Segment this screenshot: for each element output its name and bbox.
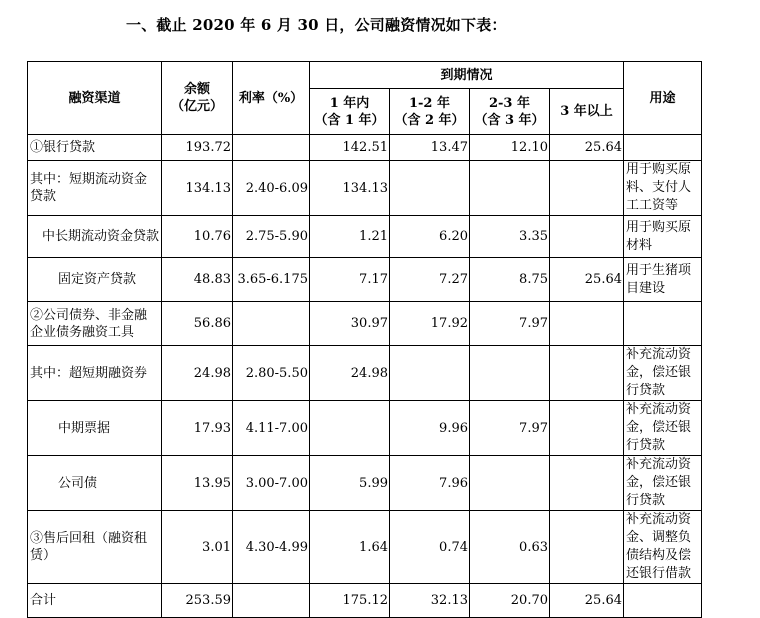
table-row [28, 216, 702, 258]
cell-rate [233, 135, 310, 161]
header-within-1y [310, 89, 390, 135]
cell-1-2y: 7.27 [390, 258, 470, 302]
header-maturity: 到期情况 [310, 62, 624, 89]
table-row [28, 302, 702, 346]
cell-2-3y: 0.63 [470, 511, 550, 584]
header-2-3y-line1: 2-3 年 [488, 95, 530, 111]
cell-use: 用于购买原材料 [624, 216, 702, 258]
cell-balance: 253.59 [162, 584, 233, 618]
cell-use: 补充流动资金，偿还银行贷款 [624, 401, 702, 456]
cell-over-3y: 25.64 [550, 258, 624, 302]
cell-channel: 公司债 [28, 456, 162, 511]
cell-1-2y: 13.47 [390, 135, 470, 161]
header-2-3y [470, 89, 550, 135]
cell-balance: 134.13 [162, 161, 233, 216]
cell-2-3y: 8.75 [470, 258, 550, 302]
table-row [28, 401, 702, 456]
cell-within-1y: 134.13 [310, 161, 390, 216]
cell-balance: 17.93 [162, 401, 233, 456]
cell-within-1y: 7.17 [310, 258, 390, 302]
cell-over-3y [550, 401, 624, 456]
table-row [28, 456, 702, 511]
cell-use [624, 584, 702, 618]
cell-over-3y [550, 216, 624, 258]
cell-rate [233, 302, 310, 346]
cell-1-2y: 17.92 [390, 302, 470, 346]
header-channel: 融资渠道 [28, 62, 162, 135]
cell-2-3y [470, 456, 550, 511]
cell-rate: 4.11-7.00 [233, 401, 310, 456]
cell-rate: 3.65-6.175 [233, 258, 310, 302]
cell-balance: 3.01 [162, 511, 233, 584]
cell-over-3y: 25.64 [550, 584, 624, 618]
cell-over-3y [550, 511, 624, 584]
cell-within-1y: 1.64 [310, 511, 390, 584]
cell-balance: 10.76 [162, 216, 233, 258]
cell-within-1y: 142.51 [310, 135, 390, 161]
cell-balance: 24.98 [162, 346, 233, 401]
cell-within-1y: 175.12 [310, 584, 390, 618]
header-over-3y: 3 年以上 [550, 89, 624, 135]
cell-channel: 其中：超短期融资券 [28, 346, 162, 401]
cell-use: 补充流动资金、调整负债结构及偿还银行借款 [624, 511, 702, 584]
header-1-2y-line2: （含 2 年） [394, 112, 465, 128]
cell-within-1y: 24.98 [310, 346, 390, 401]
cell-within-1y: 1.21 [310, 216, 390, 258]
cell-1-2y: 7.96 [390, 456, 470, 511]
page-title: 一、截止 2020 年 6 月 30 日，公司融资情况如下表： [126, 16, 507, 34]
table-row [28, 511, 702, 584]
cell-within-1y: 30.97 [310, 302, 390, 346]
cell-use [624, 302, 702, 346]
cell-balance: 193.72 [162, 135, 233, 161]
cell-channel: 中期票据 [28, 401, 162, 456]
cell-rate: 3.00-7.00 [233, 456, 310, 511]
financing-table [27, 61, 702, 618]
cell-over-3y [550, 302, 624, 346]
cell-balance: 48.83 [162, 258, 233, 302]
header-1-2y [390, 89, 470, 135]
cell-1-2y: 9.96 [390, 401, 470, 456]
cell-channel: 合计 [28, 584, 162, 618]
table-row [28, 161, 702, 216]
cell-use: 补充流动资金，偿还银行贷款 [624, 346, 702, 401]
table-row-total [28, 584, 702, 618]
header-within-1y-line1: 1 年内 [329, 95, 370, 111]
cell-2-3y: 12.10 [470, 135, 550, 161]
header-balance-line1: 余额 [183, 82, 210, 97]
cell-balance: 13.95 [162, 456, 233, 511]
header-rate: 利率（%） [233, 62, 310, 135]
cell-2-3y: 20.70 [470, 584, 550, 618]
cell-rate: 2.80-5.50 [233, 346, 310, 401]
cell-over-3y [550, 346, 624, 401]
cell-1-2y: 0.74 [390, 511, 470, 584]
cell-rate: 4.30-4.99 [233, 511, 310, 584]
cell-1-2y [390, 161, 470, 216]
cell-1-2y [390, 346, 470, 401]
table-row [28, 135, 702, 161]
cell-over-3y [550, 161, 624, 216]
cell-2-3y [470, 346, 550, 401]
cell-1-2y: 6.20 [390, 216, 470, 258]
cell-channel: 其中：短期流动资金贷款 [28, 161, 162, 216]
cell-2-3y: 3.35 [470, 216, 550, 258]
table-row [28, 346, 702, 401]
cell-1-2y: 32.13 [390, 584, 470, 618]
cell-balance: 56.86 [162, 302, 233, 346]
cell-channel: 固定资产贷款 [28, 258, 162, 302]
header-1-2y-line1: 1-2 年 [408, 95, 450, 111]
cell-use: 用于购买原料、支付人工工资等 [624, 161, 702, 216]
cell-2-3y [470, 161, 550, 216]
cell-rate [233, 584, 310, 618]
cell-use [624, 135, 702, 161]
header-within-1y-line2: （含 1 年） [314, 112, 385, 128]
cell-channel: ②公司债券、非金融企业债务融资工具 [28, 302, 162, 346]
header-balance-line2: （亿元） [170, 99, 223, 114]
header-balance [162, 62, 233, 135]
cell-2-3y: 7.97 [470, 302, 550, 346]
cell-use: 用于生猪项目建设 [624, 258, 702, 302]
cell-channel: 中长期流动资金贷款 [28, 216, 162, 258]
cell-within-1y: 5.99 [310, 456, 390, 511]
header-2-3y-line2: （含 3 年） [474, 112, 545, 128]
cell-over-3y: 25.64 [550, 135, 624, 161]
cell-rate: 2.40-6.09 [233, 161, 310, 216]
cell-channel: ①银行贷款 [28, 135, 162, 161]
header-use: 用途 [624, 62, 702, 135]
cell-channel: ③售后回租（融资租赁） [28, 511, 162, 584]
cell-over-3y [550, 456, 624, 511]
cell-rate: 2.75-5.90 [233, 216, 310, 258]
cell-use: 补充流动资金，偿还银行贷款 [624, 456, 702, 511]
cell-2-3y: 7.97 [470, 401, 550, 456]
cell-within-1y [310, 401, 390, 456]
table-row [28, 258, 702, 302]
